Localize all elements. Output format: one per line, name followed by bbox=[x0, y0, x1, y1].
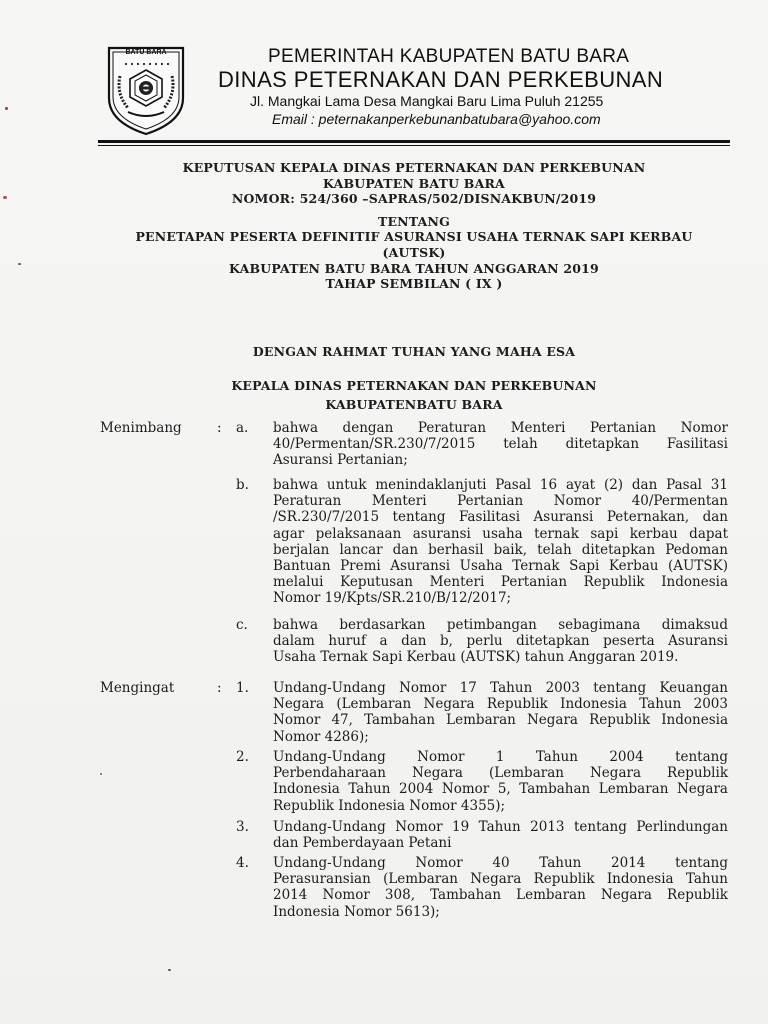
clause-line: Indonesia Tahun 2004 Nomor 5, Tambahan Lembaran Negara bbox=[273, 781, 728, 798]
clause-line: berjalan lancar dan berhasil baik, telah ditetapkan Pedoman bbox=[273, 541, 728, 558]
clause-line: bahwa dengan Peraturan Menteri Pertanian Nomor bbox=[273, 420, 728, 436]
mengingat-clause-3 bbox=[273, 819, 728, 851]
authority-line: KEPALA DINAS PETERNAKAN DAN PERKEBUNAN bbox=[231, 378, 597, 393]
mengingat-clause-2 bbox=[273, 749, 728, 814]
clause-line: Peraturan Menteri Pertanian Nomor 40/Permentan bbox=[273, 493, 728, 510]
logo-shield-icon bbox=[106, 46, 186, 136]
clause-marker: c. bbox=[236, 617, 248, 633]
clause-line: Perbendaharaan Negara (Lembaran Negara Republik bbox=[273, 765, 728, 782]
clause-marker: 2. bbox=[236, 749, 249, 765]
authority-line: KABUPATENBATU BARA bbox=[325, 397, 503, 412]
scan-speck bbox=[5, 107, 8, 110]
invocation: DENGAN RAHMAT TUHAN YANG MAHA ESA bbox=[252, 344, 576, 359]
clause-line: Undang-Undang Nomor 40 Tahun 2014 tentang bbox=[273, 855, 728, 871]
letterhead-rule-thin bbox=[98, 145, 730, 146]
title-line: PENETAPAN PESERTA DEFINITIF ASURANSI USAHA TERNAK SAPI KERBAU bbox=[135, 229, 693, 245]
decree-number: NOMOR: 524/360 –SAPRAS/502/DISNAKBUN/2019 bbox=[231, 191, 597, 207]
letterhead-email: Email : peternakanperkebunanbatubara@yahoo.com bbox=[272, 111, 601, 127]
clause-line: Nomor 47, Tambahan Lembaran Negara Republik Indonesia bbox=[273, 712, 728, 729]
clause-line: Nomor 19/Kpts/SR.210/B/12/2017; bbox=[273, 590, 512, 607]
scan-speck bbox=[168, 969, 171, 971]
clause-line: 40/Permentan/SR.230/7/2015 telah ditetapkan Fasilitasi bbox=[273, 436, 728, 453]
clause-line: Perasuransian (Lembaran Negara Republik Indonesia Tahun bbox=[273, 871, 728, 888]
letterhead-government: PEMERINTAH KABUPATEN BATU BARA bbox=[268, 46, 630, 67]
title-line: (AUTSK) bbox=[382, 244, 446, 260]
scan-speck bbox=[100, 773, 102, 775]
clause-line: dan Pemberdayaan Petani bbox=[273, 835, 452, 852]
logo-caption: BATU BARA bbox=[125, 49, 167, 56]
clause-marker: b. bbox=[236, 477, 249, 493]
mengingat-colon: : bbox=[217, 680, 222, 696]
clause-line: /SR.230/7/2015 tentang Fasilitasi Asuransi Peternakan, dan bbox=[273, 509, 728, 526]
regency-logo bbox=[106, 46, 186, 136]
clause-line: agar pelaksanaan asuransi usaha ternak sapi kerbau dapat bbox=[273, 525, 728, 542]
clause-marker: 4. bbox=[236, 855, 249, 871]
menimbang-clause-c bbox=[273, 617, 728, 666]
clause-line: Negara (Lembaran Negara Republik Indonesia Tahun 2003 bbox=[273, 696, 728, 713]
mengingat-label: Mengingat bbox=[100, 680, 175, 696]
scan-speck bbox=[3, 196, 7, 199]
clause-line: Undang-Undang Nomor 17 Tahun 2003 tentang Keuangan bbox=[273, 680, 728, 696]
menimbang-colon: : bbox=[217, 420, 222, 436]
clause-line: Indonesia Nomor 5613); bbox=[273, 903, 440, 920]
mengingat-clause-4 bbox=[273, 855, 728, 920]
clause-line: Asuransi Pertanian; bbox=[273, 452, 408, 469]
clause-line: bahwa berdasarkan petimbangan sebagimana dimaksud bbox=[273, 617, 728, 633]
letterhead-rule-thick bbox=[98, 140, 730, 143]
title-line: KABUPATEN BATU BARA bbox=[323, 175, 505, 191]
clause-line: Bantuan Premi Asuransi Usaha Ternak Sapi Kerbau (AUTSK) bbox=[273, 558, 728, 575]
title-line: TAHAP SEMBILAN ( IX ) bbox=[325, 276, 503, 292]
clause-marker: 3. bbox=[236, 819, 249, 835]
clause-line: Undang-Undang Nomor 19 Tahun 2013 tentang Perlindungan bbox=[273, 819, 728, 835]
clause-line: Nomor 4286); bbox=[273, 728, 369, 745]
clause-marker: a. bbox=[236, 420, 249, 436]
decree-title bbox=[98, 160, 730, 292]
clause-marker: 1. bbox=[236, 680, 249, 696]
menimbang-clause-b bbox=[273, 477, 728, 607]
title-line: KEPUTUSAN KEPALA DINAS PETERNAKAN DAN PERKEBUNAN bbox=[182, 160, 646, 175]
clause-line: melalui Keputusan Menteri Pertanian Republik Indonesia bbox=[273, 574, 728, 591]
scan-speck bbox=[18, 263, 21, 265]
clause-line: Republik Indonesia Nomor 4355); bbox=[273, 797, 506, 814]
clause-line: dalam huruf a dan b, perlu ditetapkan peserta Asuransi bbox=[273, 633, 728, 650]
letterhead-agency: DINAS PETERNAKAN DAN PERKEBUNAN bbox=[218, 67, 664, 92]
menimbang-clause-a bbox=[273, 420, 728, 469]
title-line: KABUPATEN BATU BARA TAHUN ANGGARAN 2019 bbox=[229, 260, 599, 276]
menimbang-label: Menimbang bbox=[100, 420, 182, 436]
clause-line: Usaha Ternak Sapi Kerbau (AUTSK) tahun Anggaran 2019. bbox=[273, 649, 679, 666]
title-line: TENTANG bbox=[377, 213, 451, 229]
clause-line: 2014 Nomor 308, Tambahan Lembaran Negara Republik bbox=[273, 887, 728, 904]
mengingat-clause-1 bbox=[273, 680, 728, 745]
clause-line: Undang-Undang Nomor 1 Tahun 2004 tentang bbox=[273, 749, 728, 765]
clause-line: bahwa untuk menindaklanjuti Pasal 16 ayat (2) dan Pasal 31 bbox=[273, 477, 728, 493]
letterhead-address: Jl. Mangkai Lama Desa Mangkai Baru Lima Puluh 21255 bbox=[250, 93, 604, 109]
